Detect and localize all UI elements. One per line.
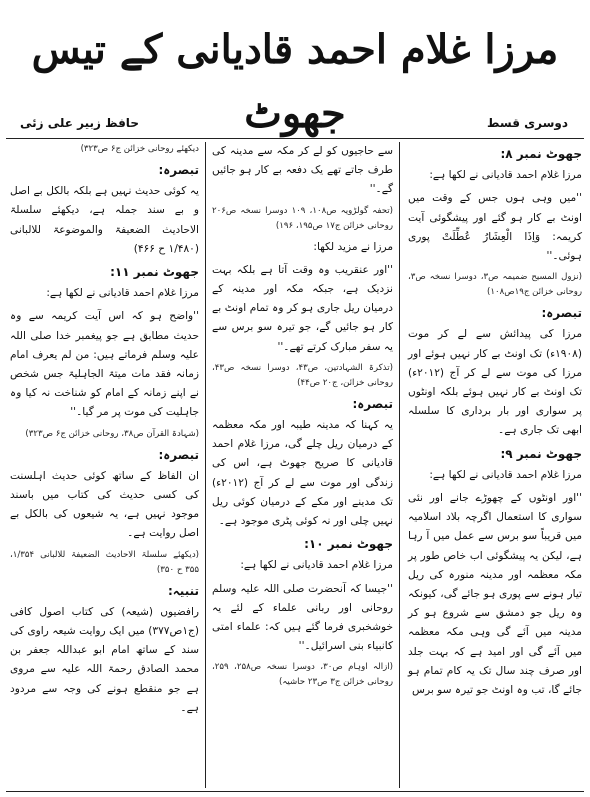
left-column <box>4 142 205 788</box>
body-paragraph: رافضیوں (شیعہ) کی کتاب اصول کافی (ج۱ص۳۷۷) میں ایک روایت شیعہ راوی کی سند کے ساتھ امام ابو عبداللہ جعفر بن محمد الصادق رحمۃ اللہ علیہ سے مروی ہے جو منقطع ہونے کی وجہ سے مردود ہے۔ <box>10 605 199 714</box>
author-name: حافظ زبیر علی زئی <box>20 116 139 130</box>
body-paragraph: سے حاجیوں کو لے کر مکہ سے مدینہ کی طرف جاتے تھے یک دفعہ بے کار ہو جائیں گے۔'' <box>212 145 393 196</box>
quoted-passage: ''اور عنقریب وہ وقت آتا ہے بلکہ بہت نزدیک ہے، جبکہ مکہ اور مدینہ کے درمیان ریل جاری ہو کر وہ تمام اونٹ بے کار ہو جائیں گے، جو تیرہ سو برس سے یہ سفر مبارک کرتے تھے۔'' <box>212 263 393 353</box>
body-paragraph: مرزا غلام احمد قادیانی نے لکھا ہے: <box>240 559 393 572</box>
citation: دیکھئے روحانی خزائن ج۶ ص۳۲۳) <box>80 144 199 154</box>
citation: (تذکرۃ الشہادتین، ص۴۳، دوسرا نسخہ ص۴۳، روحانی خزائن، ج۲۰ ص۴۴) <box>212 362 393 388</box>
section-heading: تبصرہ: <box>352 396 393 411</box>
body-paragraph: مرزا نے مزید لکھا: <box>313 240 393 253</box>
citation: (نزول المسیح ضمیمہ ص۳، دوسرا نسخہ ص۳، روحانی خزائن ج۱۹ص۱۰۸) <box>408 272 583 298</box>
quoted-passage: ''اور اونٹوں کے چھوڑے جانے اور نئی سواری کا استعمال اگرچہ بلاد اسلامیہ میں قریباً سو برس سے عمل میں آ رہا ہے، لیکن یہ پیشگوئی اب خاص طور پر مکہ معظمہ اور مدینہ منورہ کی ریل تیار ہونے سے پوری ہو جائے گی، کیونکہ وہ ریل جو دمشق سے شروع ہو کر مدینہ میں آئے گی وہی مکہ معظمہ میں آئے گی اور امید ہے کہ بہت جلد اور صرف چند سال تک یہ کام تمام ہو جائے گا، تب وہ اونٹ جو تیرہ سو برس <box>408 492 582 697</box>
section-heading: جھوٹ نمبر ۸: <box>500 147 582 161</box>
right-column <box>402 142 588 788</box>
bottom-divider <box>6 791 584 792</box>
section-heading: جھوٹ نمبر ۱۰: <box>304 537 393 552</box>
body-paragraph: مرزا غلام احمد قادیانی نے لکھا ہے: <box>46 287 199 300</box>
middle-column <box>205 142 400 788</box>
section-heading: تبصرہ: <box>541 306 582 321</box>
installment-label: دوسری قسط <box>487 116 568 130</box>
body-paragraph: یہ کوئی حدیث نہیں ہے بلکہ بالکل بے اصل و بے سند جملہ ہے، دیکھئے سلسلۃ الاحادیث الضعیفۃ والموضوعۃ للالبانی (۱/۴۸۰ ح ۴۶۶) <box>10 185 199 255</box>
section-heading: جھوٹ نمبر ۹: <box>500 446 582 461</box>
citation: (ازالہ اوہام ص۳۰، دوسرا نسخہ ص۲۵۸، ۲۵۹، روحانی خزائن ج۳ ص۲۳ حاشیہ) <box>212 662 393 688</box>
section-heading: تنبیہ: <box>167 583 199 598</box>
top-divider <box>6 138 584 139</box>
body-paragraph: مرزا غلام احمد قادیانی نے لکھا ہے: <box>429 169 582 182</box>
section-heading: تبصرہ: <box>158 163 199 177</box>
body-paragraph: ان الفاظ کے ساتھ کوئی حدیث اہلسنت کی کسی حدیث کی کتاب میں باسند موجود نہیں ہے، یہ شیعوں کی بالکل بے اصل روایت ہے۔ <box>10 469 199 540</box>
article-title: مرزا غلام احمد قادیانی کے تیس جھوٹ <box>31 26 559 137</box>
quoted-passage: ''جیسا کہ آنحضرت صلی اللہ علیہ وسلم روحانی اور ربانی علماء کے لئے یہ خوشخبری فرما گئے ہیں کہ: علماء امتی کانبیاء بنی اسرائیل۔'' <box>212 582 393 653</box>
citation: (دیکھئے سلسلۃ الاحادیث الضعیفۃ للالبانی ۱/۳۵۴، ۳۵۵ ح ۳۵۰) <box>10 549 199 575</box>
citation: (تحفہ گولڑویہ ص۱۰۸، ۱۰۹ دوسرا نسخہ ص۲۰۶ روحانی خزائن ج۱۷ ص۱۹۵، ۱۹۶) <box>212 205 393 231</box>
byline <box>16 112 574 136</box>
quoted-passage: ''میں وہی ہوں جس کے وقت میں اونٹ بے کار ہو گئے اور پیشگوئی آیت کریمہ: وَاِذَا الْعِشَارُ عُطِّلَتْ پوری ہوئی۔'' <box>408 192 582 263</box>
body-paragraph: یہ کہنا کہ مدینہ طیبہ اور مکہ معظمہ کے درمیان ریل چلے گی، مرزا غلام احمد قادیانی کا صریح جھوٹ ہے، اس کی زندگی اور موت سے لے کر آج (۲۰۱۲ء) تک مدینے اور مکے کے درمیان کوئی ریل نہیں چلی اور نہ کوئی پٹری موجود ہے۔ <box>212 419 393 528</box>
body-paragraph: مرزا غلام احمد قادیانی نے لکھا ہے: <box>429 468 582 481</box>
quoted-passage: ''واضح ہو کہ اس آیت کریمہ سے وہ حدیث مطابق ہے جو پیغمبر خدا صلی اللہ علیہ وسلم فرماتے ہیں: من لم یعرف امام زمانہ فقد مات میتۃ الجاہلیۃ جس شخص نے اپنے زمانہ کے امام کو شناخت نہ کیا وہ جاہلیت کی موت پر مر گیا۔'' <box>10 310 199 419</box>
section-heading: تبصرہ: <box>158 447 199 462</box>
citation: (شہادۃ القرآن ص۳۸، روحانی خزائن ج۶ ص۳۲۳) <box>25 428 199 439</box>
section-heading: جھوٹ نمبر ۱۱: <box>110 265 199 280</box>
body-paragraph: مرزا کی پیدائش سے لے کر موت (۱۹۰۸ء) تک اونٹ بے کار نہیں ہوئے اور مرزا کی موت سے لے کر آج (۲۰۱۲ء) تک اونٹ بے کار نہیں ہوئے بلکہ اونٹوں پر سواری اور بار برداری کا سلسلہ ابھی تک جاری ہے۔ <box>408 328 582 437</box>
